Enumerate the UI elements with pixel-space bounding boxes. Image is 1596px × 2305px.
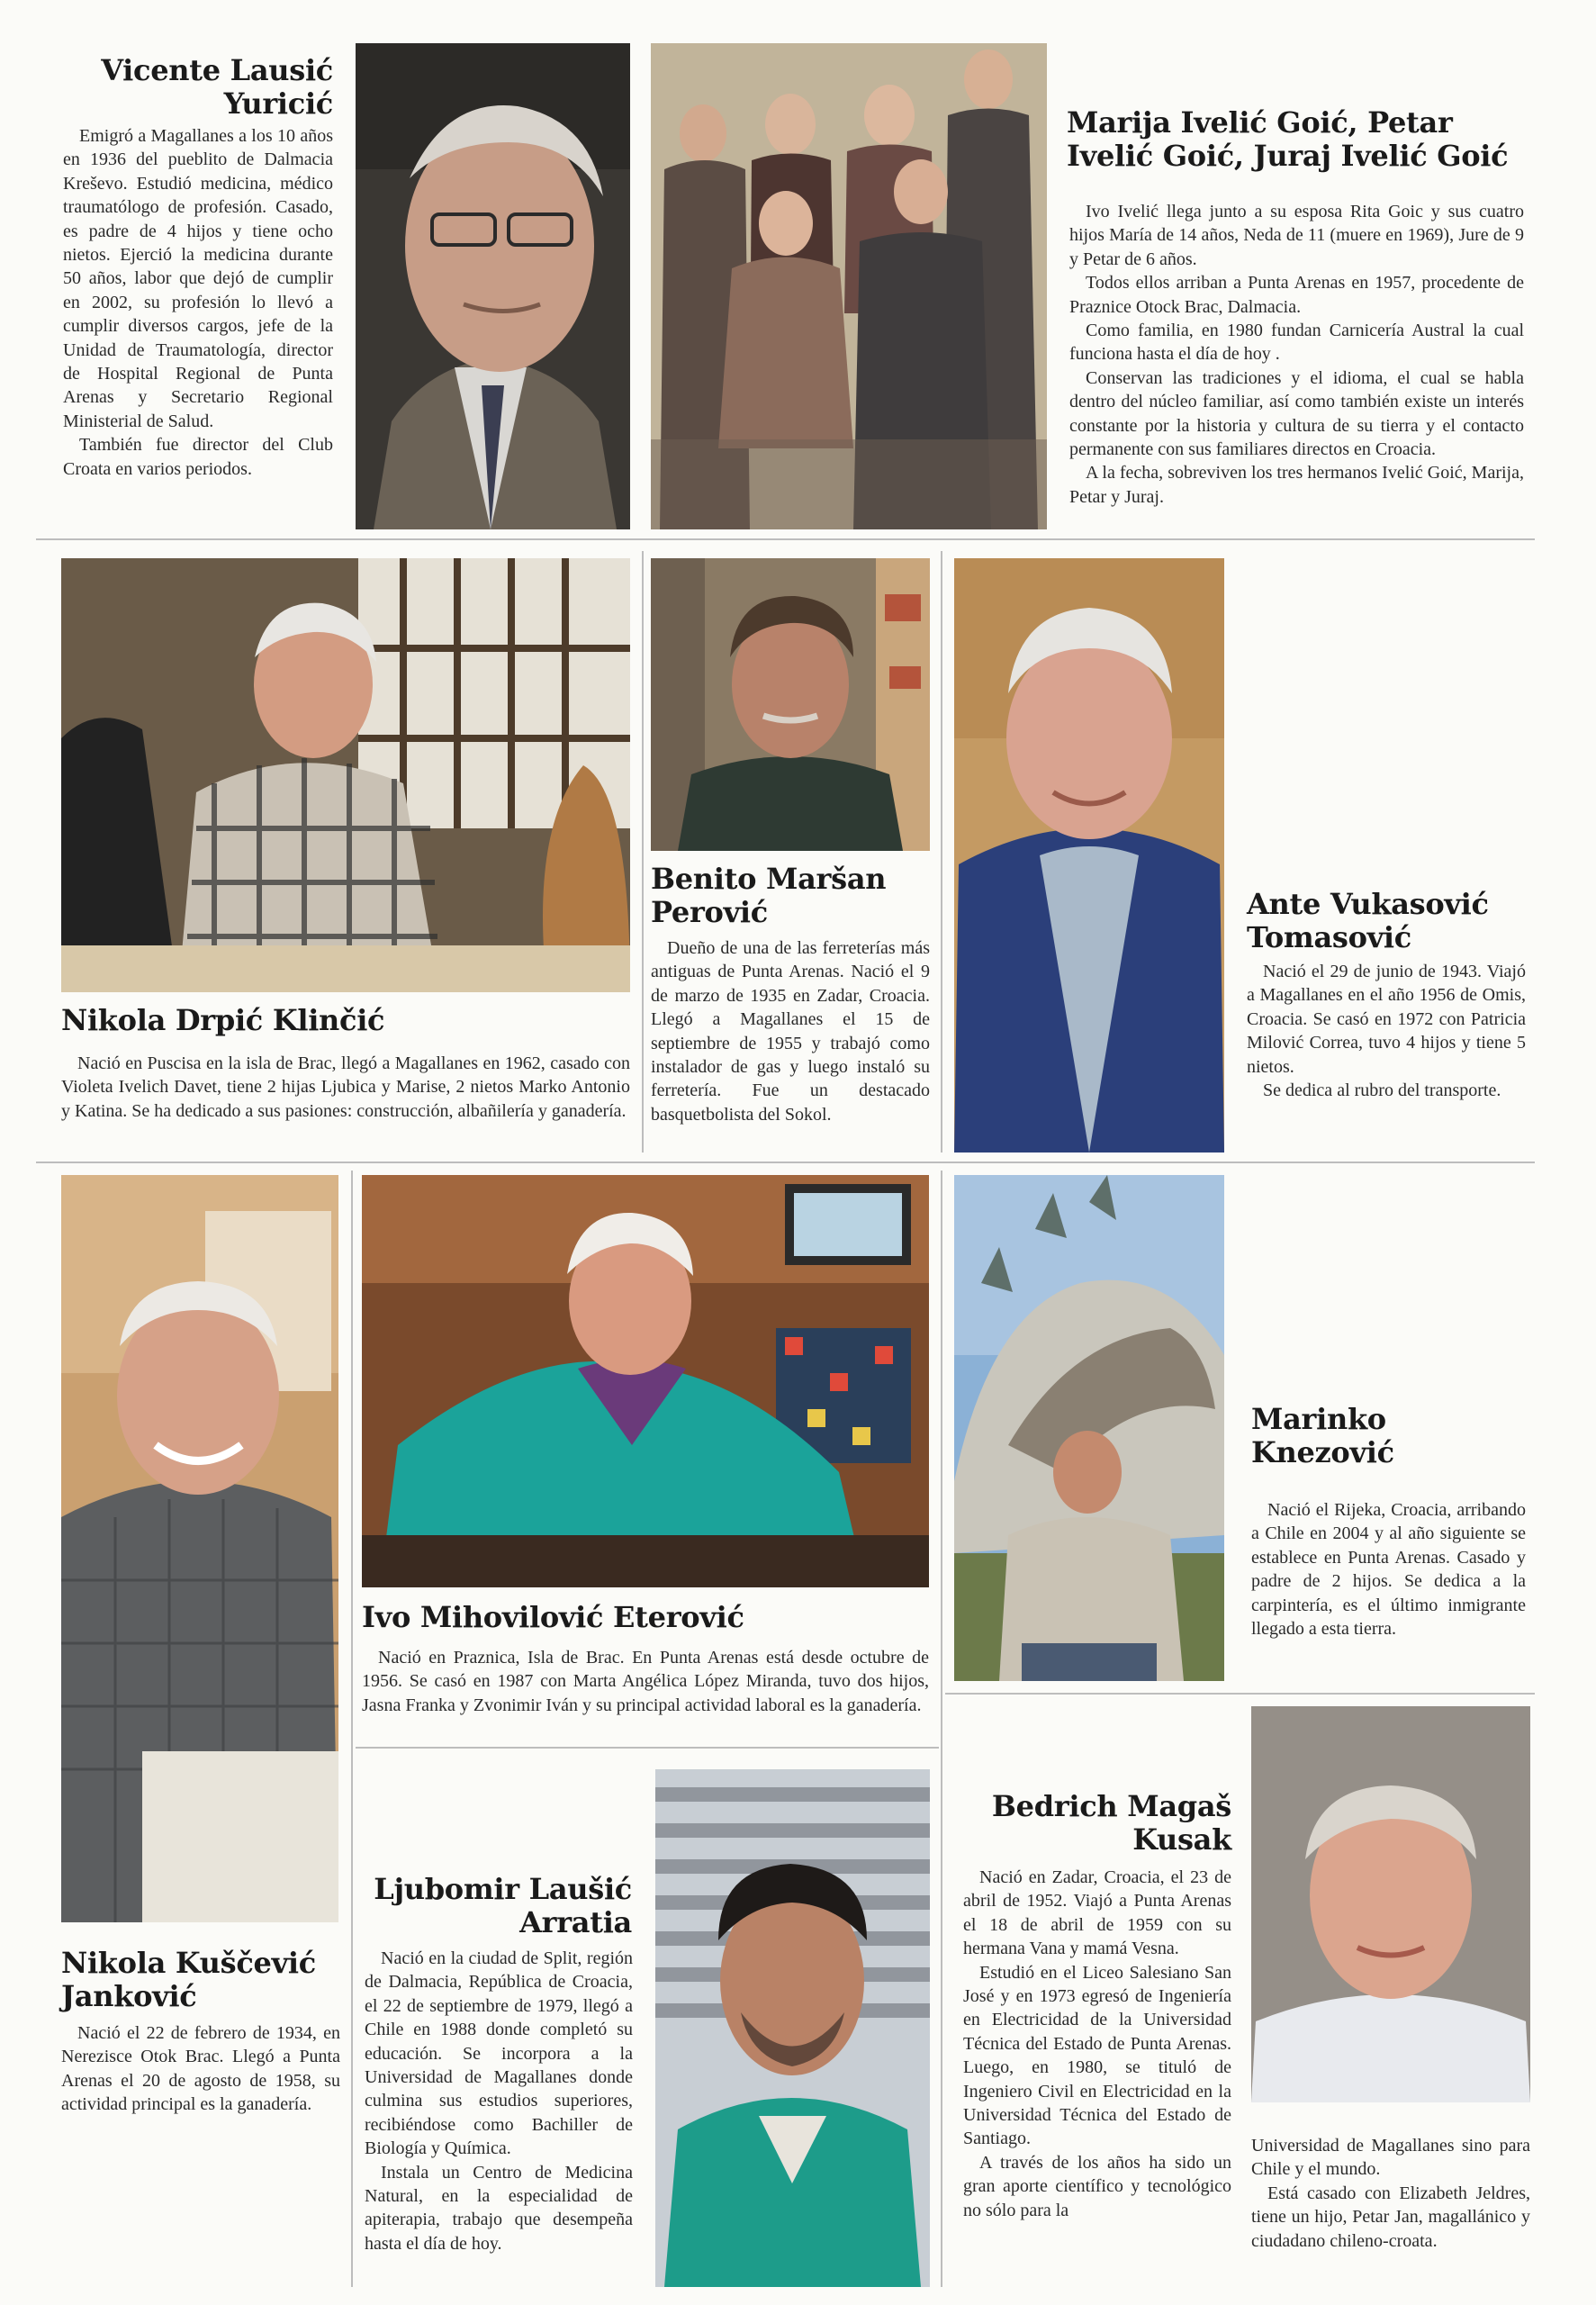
lausic-paragraph: Instala un Centro de Medicina Natural, en la especialidad de apiterapia, trabajo que desempeña hasta el día de hoy. [365, 2162, 633, 2254]
magas-name: Bedrich Magaš Kusak [991, 1789, 1231, 1857]
drpic-photo [61, 558, 630, 992]
ivelic-paragraph: Como familia, en 1980 fundan Carnicería Austral la cual funciona hasta el día de hoy . [1069, 321, 1524, 365]
lausic-text [365, 1947, 633, 2255]
vicente-name: Vicente Lausić Yuricić [101, 53, 333, 121]
magas-paragraph: Nació en Zadar, Croacia, el 23 de abril de 1952. Viajó a Punta Arenas el 18 de abril de 1959 con su hermana Vana y mamá Vesna. [963, 1867, 1231, 1959]
ivelic-paragraph: Conservan las tradiciones y el idioma, el cual se habla dentro del núcleo familiar, así como también existe un interés constante por la historia y cultura de su tierra y el contacto permanente con sus familiares directos en Croacia. [1069, 367, 1524, 460]
magas-paragraph: Universidad de Magallanes sino para Chile y el mundo. [1251, 2136, 1530, 2180]
rule-v2 [941, 551, 942, 1152]
mihovilovic-paragraph: Nació en Praznica, Isla de Brac. En Punta Arenas está desde octubre de 1956. Se casó en 1987 con Marta Angélica López Miranda, tuvo dos hijos, Jasna Franka y Zvonimir Iván y su principal actividad laboral es la ganadería. [362, 1648, 929, 1715]
kuscevic-photo [61, 1175, 338, 1922]
rule-mihovilovic [356, 1747, 939, 1749]
ivelic-text [1069, 200, 1524, 509]
rule-top-row [36, 538, 1535, 540]
mihovilovic-photo [362, 1175, 929, 1587]
vukasovic-photo [954, 558, 1224, 1152]
knezovic-name: Marinko Knezović [1251, 1402, 1394, 1469]
kuscevic-text [61, 2021, 340, 2117]
drpic-name: Nikola Drpić Klinčić [61, 1003, 385, 1037]
magas-paragraph: Estudió en el Liceo Salesiano San José y en 1973 egresó de Ingeniería en Electricidad de la Universidad Técnica del Estado de Punta Arenas. Luego, en 1980, se tituló de Ingeniero Civil en Electricidad en la Universidad Técnica del Estado de Santiago. [963, 1962, 1231, 2149]
vukasovic-paragraph: Se dedica al rubro del transporte. [1263, 1080, 1501, 1101]
magas-photo [1251, 1706, 1530, 2102]
vicente-paragraph: También fue director del Club Croata en varios periodos. [63, 435, 333, 479]
ivelic-family-photo [651, 43, 1047, 529]
lausic-paragraph: Nació en la ciudad de Split, región de Dalmacia, República de Croacia, el 22 de septiembre de 1979, llegó a Chile en 1988 donde completó su educación. Se incorpora a la Universidad de Magallanes donde culmina sus estudios superiores, recibiéndose como Bachiller de Biología y Química. [365, 1948, 633, 2159]
magas-paragraph: A través de los años ha sido un gran aporte científico y tecnológico no sólo para la [963, 2152, 1231, 2220]
knezovic-text [1251, 1498, 1526, 1641]
drpic-paragraph: Nació en Puscisa en la isla de Brac, llegó a Magallanes en 1962, casado con Violeta Ivelich Davet, tiene 2 hijas Ljubica y Marise, 2 nietos Marko Antonio y Katina. Se ha dedicado a sus pasiones: construcción, albañilería y ganadería. [61, 1053, 630, 1121]
magas-paragraph: Está casado con Elizabeth Jeldres, tiene un hijo, Petar Jan, magallánico y ciudadano chileno-croata. [1251, 2183, 1530, 2251]
rule-v3 [351, 1171, 353, 2287]
ivelic-name: Marija Ivelić Goić, Petar Ivelić Goić, Juraj Ivelić Goić [1067, 105, 1509, 173]
vukasovic-paragraph: Nació el 29 de junio de 1943. Viajó a Magallanes en el año 1956 de Omis, Croacia. Se casó en 1972 con Patricia Milović Correa, tuvo 4 hijos y tiene 5 nietos. [1247, 962, 1526, 1077]
vukasovic-name: Ante Vukasović Tomasović [1247, 887, 1489, 954]
vicente-photo [356, 43, 630, 529]
marsan-paragraph: Dueño de una de las ferreterías más antiguas de Punta Arenas. Nació el 9 de marzo de 1935 en Zadar, Croacia. Llegó a Magallanes el 15 de septiembre de 1955 y trabajó como instalador de gas y luego instaló su ferretería. Fue un destacado basquetbolista del Sokol. [651, 938, 930, 1125]
marsan-photo [651, 558, 930, 851]
marsan-name: Benito Maršan Perović [651, 862, 887, 929]
kuscevic-name: Nikola Kuščević Janković [61, 1946, 316, 2013]
mihovilovic-name: Ivo Mihovilović Eterović [362, 1600, 744, 1634]
ivelic-paragraph: Todos ellos arriban a Punta Arenas en 1957, procedente de Praznice Otock Brac, Dalmacia. [1069, 273, 1524, 317]
ivelic-paragraph: Ivo Ivelić llega junto a su esposa Rita Goic y sus cuatro hijos María de 14 años, Neda de 11 (muere en 1969), Jure de 9 y Petar de 6 años. [1069, 202, 1524, 269]
kuscevic-paragraph: Nació el 22 de febrero de 1934, en Nerezisce Otok Brac. Llegó a Punta Arenas el 20 de agosto de 1958, su actividad principal es la ganadería. [61, 2023, 340, 2115]
drpic-text [61, 1052, 630, 1123]
vukasovic-text [1247, 960, 1526, 1102]
vicente-text [63, 124, 333, 481]
rule-knezovic [945, 1693, 1535, 1695]
ivelic-paragraph: A la fecha, sobreviven los tres hermanos Ivelić Goić, Marija, Petar y Juraj. [1069, 463, 1524, 507]
rule-v1 [642, 551, 644, 1152]
rule-v4 [941, 1171, 942, 2287]
lausic-photo [655, 1769, 930, 2287]
magas-text-continued [1251, 2134, 1530, 2253]
marsan-text [651, 936, 930, 1126]
magas-text [963, 1866, 1231, 2222]
knezovic-paragraph: Nació el Rijeka, Croacia, arribando a Chile en 2004 y al año siguiente se establece en Punta Arenas. Casado y padre de 2 hijos. Se dedica a la carpintería, es el último inmigrante llegado a esta tierra. [1251, 1500, 1526, 1640]
rule-mid-row [36, 1162, 1535, 1163]
lausic-name: Ljubomir Laušić Arratia [374, 1872, 632, 1939]
vicente-paragraph: Emigró a Magallanes a los 10 años en 1936 del pueblito de Dalmacia Kreševo. Estudió medicina, médico traumatólogo de profesión. Casado, es padre de 4 hijos y tiene ocho nietos. Ejerció la medicina durante 50 años, labor que dejó de cumplir en 2002, su profesión lo llevó a cumplir diversos cargos, jefe de la Unidad de Traumatología, director de Hospital Regional de Punta Arenas y Secretario Regional Ministerial de Salud. [63, 126, 333, 431]
mihovilovic-text [362, 1646, 929, 1717]
knezovic-photo [954, 1175, 1224, 1681]
